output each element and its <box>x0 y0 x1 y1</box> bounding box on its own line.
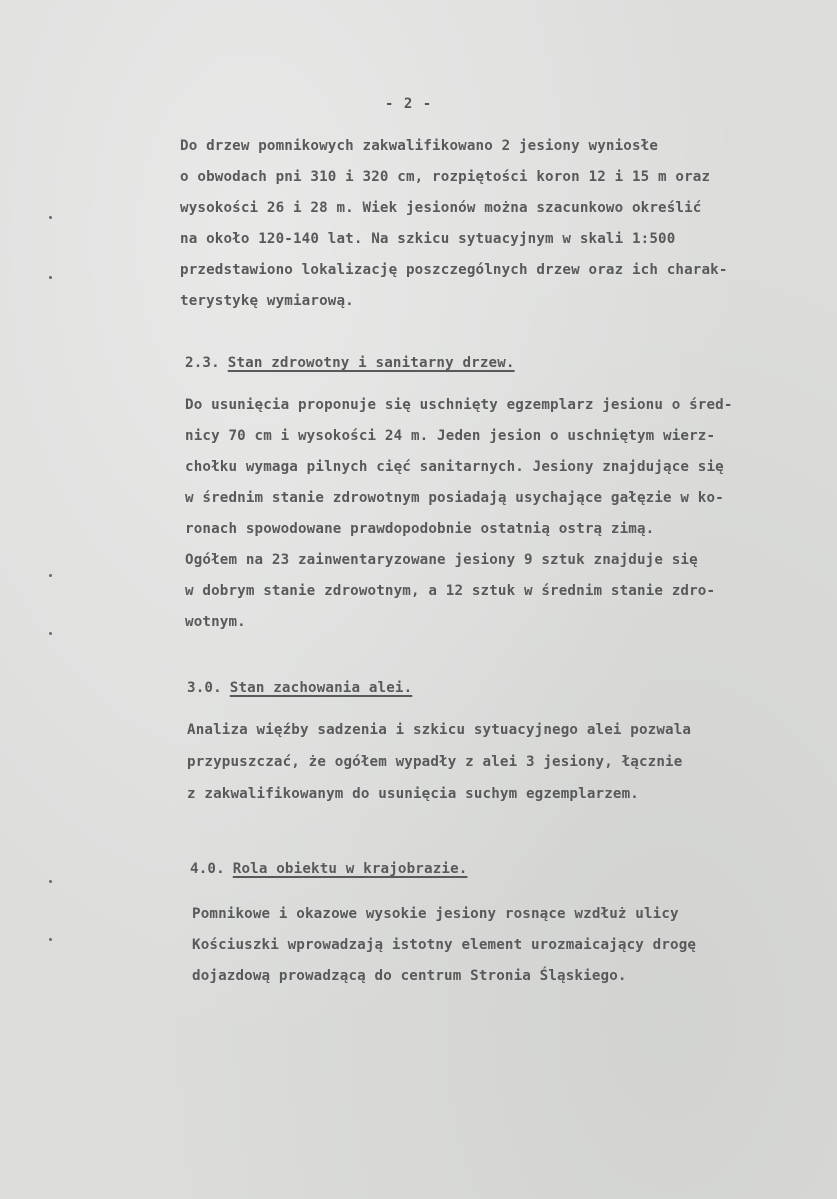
paragraph-line: Pomnikowe i okazowe wysokie jesiony rosnące wzdłuż ulicy <box>192 906 679 922</box>
paragraph-line: w dobrym stanie zdrowotnym, a 12 sztuk w średnim stanie zdro- <box>185 583 716 599</box>
paragraph-line: przedstawiono lokalizację poszczególnych drzew oraz ich charak- <box>180 262 728 278</box>
paragraph-line: dojazdową prowadzącą do centrum Stronia Śląskiego. <box>192 968 627 984</box>
margin-punch-mark <box>49 938 52 941</box>
paragraph-line: o obwodach pni 310 i 320 cm, rozpiętości koron 12 i 15 m oraz <box>180 169 711 185</box>
margin-punch-mark <box>49 632 52 635</box>
paragraph-line: na około 120-140 lat. Na szkicu sytuacyjnym w skali 1:500 <box>180 231 676 247</box>
section-heading <box>190 861 467 877</box>
paragraph-line: nicy 70 cm i wysokości 24 m. Jeden jesion o uschniętym wierz- <box>185 428 716 444</box>
paragraph-line: wotnym. <box>185 614 246 630</box>
section-heading <box>187 680 412 696</box>
section-title: Stan zdrowotny i sanitarny drzew. <box>227 355 515 371</box>
margin-punch-mark <box>49 574 52 577</box>
section-number: 4.0. <box>190 861 225 877</box>
paragraph-line: z zakwalifikowanym do usunięcia suchym egzemplarzem. <box>187 786 639 802</box>
margin-punch-mark <box>49 880 52 883</box>
section-title: Stan zachowania alei. <box>229 680 413 696</box>
section-heading <box>185 355 515 371</box>
paragraph-line: chołku wymaga pilnych cięć sanitarnych. Jesiony znajdujące się <box>185 459 724 475</box>
paragraph-line: terystykę wymiarową. <box>180 293 354 309</box>
paragraph-line: Analiza więźby sadzenia i szkicu sytuacyjnego alei pozwala <box>187 722 692 738</box>
section-number: 3.0. <box>187 680 222 696</box>
paragraph-line: Kościuszki wprowadzają istotny element urozmaicający drogę <box>192 937 697 953</box>
paragraph-line: przypuszczać, że ogółem wypadły z alei 3 jesiony, łącznie <box>187 754 683 770</box>
paragraph-line: Do drzew pomnikowych zakwalifikowano 2 jesiony wyniosłe <box>180 138 659 154</box>
paragraph-line: Ogółem na 23 zainwentaryzowane jesiony 9 sztuk znajduje się <box>185 552 698 568</box>
section-number: 2.3. <box>185 355 220 371</box>
paragraph-line: wysokości 26 i 28 m. Wiek jesionów można szacunkowo określić <box>180 200 702 216</box>
margin-punch-mark <box>49 276 52 279</box>
paragraph-line: Do usunięcia proponuje się uschnięty egzemplarz jesionu o śred- <box>185 397 733 413</box>
margin-punch-mark <box>49 216 52 219</box>
page-number: - 2 - <box>385 96 433 112</box>
paragraph-line: ronach spowodowane prawdopodobnie ostatnią ostrą zimą. <box>185 521 655 537</box>
paragraph-line: w średnim stanie zdrowotnym posiadają usychające gałęzie w ko- <box>185 490 724 506</box>
section-title: Rola obiektu w krajobrazie. <box>232 861 468 877</box>
